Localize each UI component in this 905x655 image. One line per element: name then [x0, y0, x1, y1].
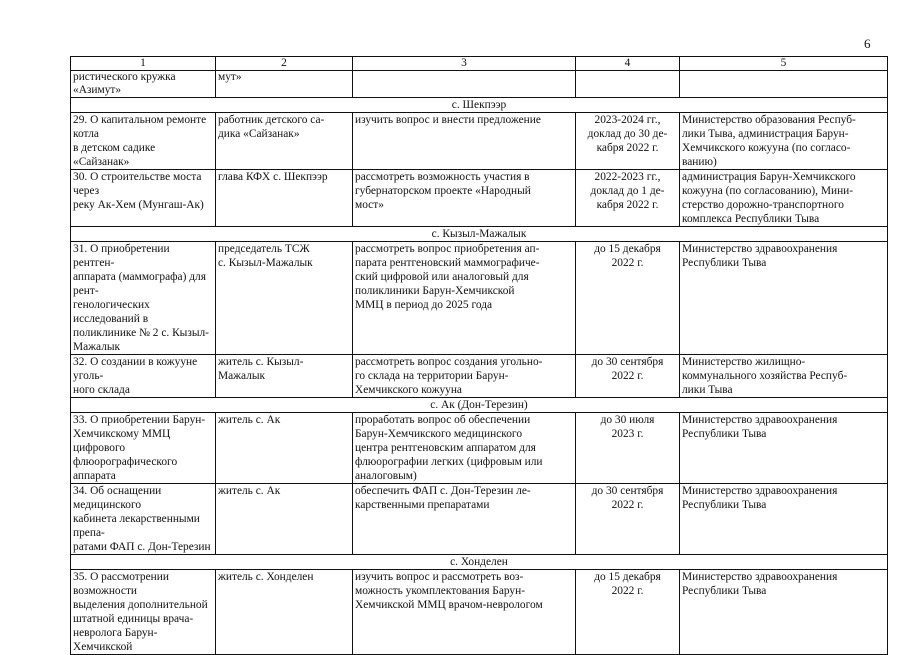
column-number-row [71, 57, 888, 71]
cell-line: кабря 2022 г. [596, 199, 659, 211]
cell-line: кабря 2022 г. [596, 142, 659, 154]
cell-line: аналоговым) [355, 470, 417, 482]
column-number: 4 [576, 57, 680, 71]
cell-line: проработать вопрос об обеспечении [355, 414, 531, 426]
action-cell [353, 71, 576, 98]
cell-line: доклад до 1 де- [590, 185, 665, 197]
cell-line: Министерство здравоохранения [682, 243, 838, 255]
cell-line: 30. О строительстве моста через [73, 171, 202, 197]
cell-line: до 30 сентября [591, 485, 664, 497]
cell-line: рассмотреть вопрос приобретения ап- [355, 243, 540, 255]
table-row [71, 170, 888, 227]
cell-line: 2023-2024 гг., [594, 114, 661, 126]
cell-line: карственными препаратами [355, 499, 490, 511]
cell-line: реку Ак-Хем (Мунгаш-Ак) [73, 199, 204, 211]
cell-line: в детском садике «Сайзанак» [73, 142, 156, 168]
cell-line: доклад до 30 де- [587, 128, 668, 140]
cell-line: 2022 г. [611, 585, 644, 597]
initiator-cell [216, 113, 353, 170]
deadline-cell [576, 242, 680, 355]
cell-line: поликлинике № 2 с. Кызыл- [73, 327, 209, 339]
cell-line: обеспечить ФАП с. Дон-Терезин ле- [355, 485, 531, 497]
initiator-cell [216, 570, 353, 655]
cell-line: Министерство здравоохранения [682, 414, 838, 426]
deadline-cell [576, 71, 680, 98]
issue-cell [71, 242, 216, 355]
table-row [71, 355, 888, 398]
cell-line: 34. Об оснащении медицинского [73, 485, 162, 511]
cell-line: 33. О приобретении Барун- [73, 414, 206, 426]
section-title: с. Кызыл-Мажалык [71, 227, 888, 242]
cell-line: работник детского са- [218, 114, 325, 126]
cell-line: глава КФХ с. Шекпээр [218, 171, 328, 183]
cell-line: лики Тыва, администрация Барун- [682, 128, 849, 140]
action-cell [353, 113, 576, 170]
cell-line: флюорографического аппарата [73, 456, 178, 482]
table-row [71, 113, 888, 170]
cell-line: Министерство здравоохранения [682, 571, 838, 583]
issue-cell [71, 355, 216, 398]
responsible-cell [680, 113, 888, 170]
issue-cell [71, 170, 216, 227]
cell-line: рассмотреть возможность участия в [355, 171, 530, 183]
cell-line: генологических исследований в [73, 299, 150, 325]
cell-line: житель с. Хонделен [218, 571, 314, 583]
cell-line: мут» [218, 71, 242, 83]
cell-line: штатной единицы врача- [73, 613, 194, 625]
cell-line: Мажалык [218, 370, 266, 382]
cell-line: администрация Барун-Хемчикского [682, 171, 856, 183]
initiator-cell [216, 413, 353, 484]
initiator-cell [216, 170, 353, 227]
responsible-cell [680, 71, 888, 98]
section-row [71, 98, 888, 113]
column-number: 5 [680, 57, 888, 71]
cell-line: Барун-Хемчикского медицинского [355, 428, 523, 440]
cell-line: до 30 июля [600, 414, 655, 426]
cell-line: рассмотреть вопрос создания угольно- [355, 356, 543, 368]
issue-cell [71, 484, 216, 555]
action-cell [353, 413, 576, 484]
table-row [71, 242, 888, 355]
cell-line: можность укомплектования Барун- [355, 585, 526, 597]
cell-line: стерство дорожно-транспортного [682, 199, 844, 211]
cell-line: Республики Тыва [682, 257, 767, 269]
cell-line: Хемчикской ММЦ врачом-неврологом [355, 599, 543, 611]
issue-cell [71, 413, 216, 484]
cell-line: Мажалык [73, 341, 121, 353]
cell-line: коммунального хозяйства Респуб- [682, 370, 848, 382]
column-number: 2 [216, 57, 353, 71]
cell-line: 29. О капитальном ремонте котла [73, 114, 207, 140]
cell-line: с. Кызыл-Мажалык [218, 257, 313, 269]
initiator-cell [216, 484, 353, 555]
cell-line: Министерство образования Респуб- [682, 114, 856, 126]
issue-cell [71, 113, 216, 170]
responsible-cell [680, 570, 888, 655]
cell-line: 35. О рассмотрении возможности [73, 571, 169, 597]
responsible-cell [680, 170, 888, 227]
cell-line: житель с. Кызыл- [218, 356, 304, 368]
column-number: 1 [71, 57, 216, 71]
cell-line: Республики Тыва [682, 585, 767, 597]
cell-line: изучить вопрос и внести предложение [355, 114, 541, 126]
deadline-cell [576, 570, 680, 655]
cell-line: Министерство жилищно- [682, 356, 806, 368]
initiator-cell [216, 355, 353, 398]
issue-cell [71, 570, 216, 655]
section-row [71, 227, 888, 242]
section-title: с. Шекпээр [71, 98, 888, 113]
deadline-cell [576, 355, 680, 398]
initiator-cell [216, 242, 353, 355]
cell-line: выделения дополнительной [73, 599, 208, 611]
cell-line: губернаторском проекте «Народный [355, 185, 531, 197]
action-cell [353, 242, 576, 355]
cell-line: 2022 г. [611, 499, 644, 511]
cell-line: го склада на территории Барун- [355, 370, 509, 382]
cell-line: невролога Барун-Хемчикской [73, 627, 158, 653]
action-cell [353, 484, 576, 555]
section-title: с. Ак (Дон-Терезин) [71, 398, 888, 413]
deadline-cell [576, 484, 680, 555]
action-cell [353, 170, 576, 227]
table-body [71, 57, 888, 655]
cell-line: флюорографии легких (цифровым или [355, 456, 543, 468]
responsible-cell [680, 413, 888, 484]
cell-line: лики Тыва [682, 384, 733, 396]
cell-line: ский цифровой или аналоговый для [355, 271, 529, 283]
cell-line: поликлиники Барун-Хемчикской [355, 285, 515, 297]
section-row [71, 555, 888, 570]
cell-line: мост» [355, 199, 384, 211]
cell-line: ММЦ в период до 2025 года [355, 299, 493, 311]
cell-line: ванию) [682, 156, 717, 168]
cell-line: изучить вопрос и рассмотреть воз- [355, 571, 524, 583]
table-row [71, 413, 888, 484]
measures-table [70, 56, 888, 655]
cell-line: парата рентгеновский маммографиче- [355, 257, 540, 269]
cell-line: ратами ФАП с. Дон-Терезин [73, 541, 211, 553]
initiator-cell [216, 71, 353, 98]
deadline-cell [576, 413, 680, 484]
section-title: с. Хонделен [71, 555, 888, 570]
cell-line: до 15 декабря [594, 243, 661, 255]
deadline-cell [576, 113, 680, 170]
cell-line: 2023 г. [611, 428, 644, 440]
cell-line: до 15 декабря [594, 571, 661, 583]
cell-line: Хемчикскому ММЦ цифрового [73, 428, 171, 454]
cell-line: Министерство здравоохранения [682, 485, 838, 497]
responsible-cell [680, 242, 888, 355]
cell-line: Республики Тыва [682, 499, 767, 511]
cell-line: дика «Сайзанак» [218, 128, 300, 140]
cell-line: Хемчикского кожууна (по согласо- [682, 142, 851, 154]
cell-line: до 30 сентября [591, 356, 664, 368]
cell-line: 2022-2023 гг., [594, 171, 661, 183]
section-row [71, 398, 888, 413]
column-number: 3 [353, 57, 576, 71]
cell-line: 31. О приобретении рентген- [73, 243, 170, 269]
cell-line: житель с. Ак [218, 414, 281, 426]
cell-line: ристического кружка «Азимут» [73, 71, 176, 96]
cell-line: аппарата (маммографа) для рент- [73, 271, 206, 297]
issue-cell [71, 71, 216, 98]
cell-line: комплекса Республики Тыва [682, 213, 820, 225]
cell-line: 32. О создании в кожууне уголь- [73, 356, 198, 382]
responsible-cell [680, 484, 888, 555]
cell-line: 2022 г. [611, 257, 644, 269]
cell-line: кабинета лекарственными препа- [73, 513, 200, 539]
cell-line: председатель ТСЖ [218, 243, 310, 255]
cell-line: кожууна (по согласованию), Мини- [682, 185, 854, 197]
cell-line: Хемчикского кожууна [355, 384, 462, 396]
action-cell [353, 355, 576, 398]
cell-line: центра рентгеновским аппаратом для [355, 442, 536, 454]
cell-line: Республики Тыва [682, 428, 767, 440]
responsible-cell [680, 355, 888, 398]
page-number: 6 [864, 36, 871, 51]
cell-line: ного склада [73, 384, 130, 396]
table-row [71, 484, 888, 555]
action-cell [353, 570, 576, 655]
continuation-row [71, 71, 888, 98]
cell-line: 2022 г. [611, 370, 644, 382]
table-row [71, 570, 888, 655]
deadline-cell [576, 170, 680, 227]
cell-line: житель с. Ак [218, 485, 281, 497]
